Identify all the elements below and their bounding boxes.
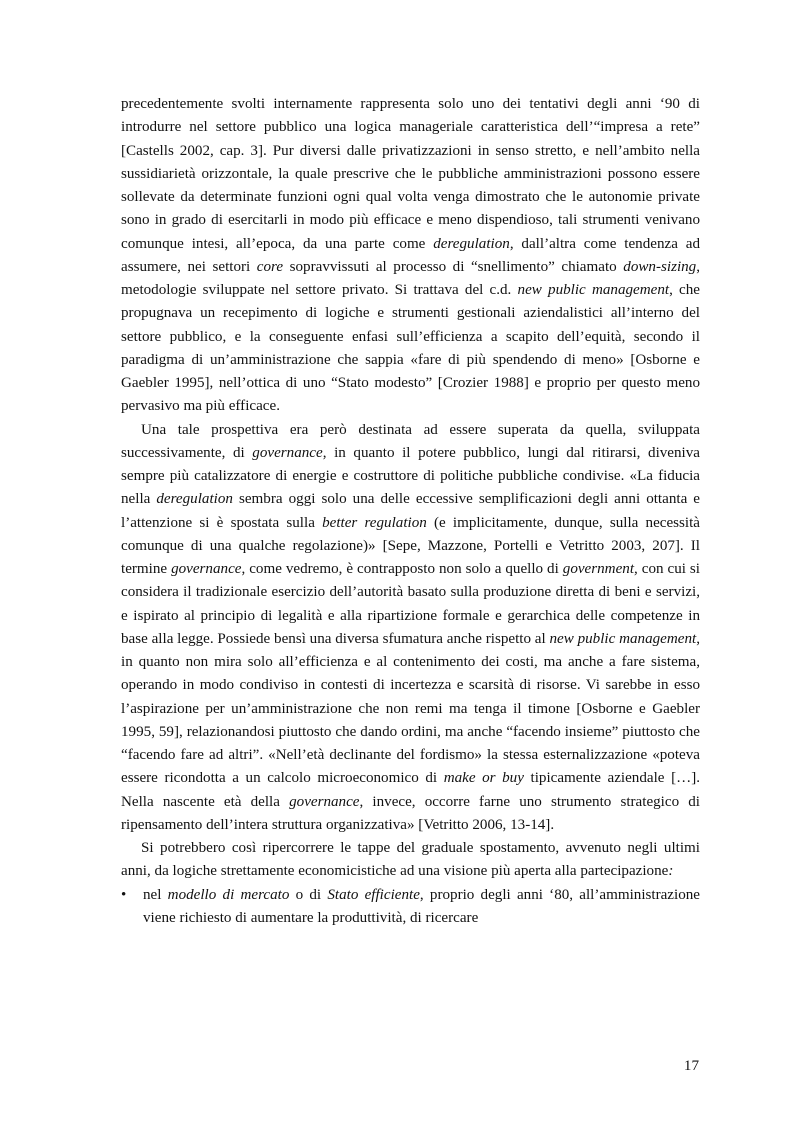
text-run: , che propugnava un recepimento di logiche e strumenti gestionali aziendalistici all’interno del settore pubblico, e la conseguente enfasi sull’efficienza a scapito dell’equità, secondo il paradigma di un’amministrazione che sappia «fare di più spendendo di meno» [Osborne e Gaebler 1995], nell’ottica di uno “Stato modesto” [Crozier 1988] e proprio per questo meno pervasivo ma più efficace.	[121, 282, 700, 415]
text-run: Si potrebbero così ripercorrere le tappe del graduale spostamento, avvenuto negli ultimi anni, da logiche strettamente economicistiche ad una visione più aperta alla partecipazione	[121, 840, 700, 880]
italic-run: modello di mercato	[167, 886, 290, 903]
text-run: tipicamente aziendale […]. Nella nascente età della	[121, 770, 700, 810]
text-run: sembra oggi solo una delle eccessive semplificazioni degli anni ottanta e l’attenzione si è spostata sulla	[121, 491, 701, 531]
italic-run: governance	[289, 793, 360, 810]
italic-run: down-sizing	[623, 258, 697, 275]
bullet-list	[121, 884, 700, 931]
italic-run: deregulation	[156, 491, 233, 508]
bullet-item	[121, 884, 700, 931]
italic-run: governance	[171, 561, 242, 577]
text-run: , come vedremo, è contrapposto non solo a quello di	[241, 561, 563, 577]
text-run: , metodologie sviluppate nel settore privato. Si trattava del c.d.	[121, 258, 701, 298]
italic-run: better regulation	[322, 514, 427, 531]
italic-run: Stato efficiente	[327, 886, 420, 903]
bullet-marker: •	[121, 886, 127, 903]
text-run: , dall’altra come tendenza ad assumere, nei settori	[121, 235, 700, 275]
text-run: sopravvissuti al processo di “snellimento” chiamato	[283, 258, 624, 275]
italic-run: :	[668, 863, 674, 880]
text-run: o di	[289, 886, 328, 903]
italic-run: governance	[252, 444, 323, 461]
italic-run: deregulation	[433, 235, 510, 252]
text-run: precedentemente svolti internamente rappresenta solo uno dei tentativi degli anni ‘90 di introdurre nel settore pubblico una logica manageriale caratteristica dell’“impresa a rete” [Castells 2002, cap. 3]. Pur diversi dalle privatizzazioni in senso stretto, e nell’ambito nella sussidiarietà orizzontale, la quale prescrive che le pubbliche amministrazioni possono essere sollevate da determinate funzioni ogni qual volta venga dimostrato che le autonomie private sono in grado di esercitarli in modo più efficace e meno dispendioso, tali strumenti venivano comunque intesi, all’epoca, da una parte come	[121, 96, 700, 252]
text-run: , con cui si considera il tradizionale esercizio dell’autorità basato sulla produzione diretta di beni e servizi, e ispirato al principio di legalità e alla ripartizione formale e gerarchica delle competenze in base alla legge. Possiede bensì una diversa sfumatura anche rispetto al	[121, 561, 700, 647]
italic-run: new public management	[517, 282, 670, 298]
page-body	[121, 93, 700, 930]
text-run: nel	[143, 886, 168, 903]
text-run: (e implicitamente, dunque, sulla necessità comunque di una qualche regolazione)» [Sepe, Mazzone, Portelli e Vetritto 2003, 207]. Il termine	[121, 514, 701, 577]
paragraph	[121, 837, 700, 884]
italic-run: core	[256, 258, 284, 275]
text-run: , in quanto non mira solo all’efficienza e al contenimento dei costi, ma anche a fare sistema, operando in modo condiviso in contesti di incertezza e scarsità di risorse. Vi sarebbe in esso l’aspirazione per un’amministrazione che non remi ma tenga il timone [Osborne e Gaebler 1995, 59], relazionandosi piuttosto che dando ordini, ma anche “facendo insieme” piuttosto che “facendo fare ad altri”. «Nell’età declinante del fordismo» la stessa esternalizzazione «poteva essere ricondotta a un calcolo microeconomico di	[121, 630, 701, 787]
text-run: , invece, occorre farne uno strumento strategico di ripensamento dell’intera struttura organizzativa» [Vetritto 2006, 13-14].	[121, 793, 700, 833]
italic-run: government	[562, 561, 635, 577]
text-body	[121, 93, 700, 884]
italic-run: make or buy	[443, 770, 524, 787]
paragraph	[121, 93, 700, 419]
text-run: , in quanto il potere pubblico, lungi dal ritirarsi, diveniva sempre più catalizzatore di energie e costruttore di politiche pubbliche condivise. «La fiducia nella	[121, 444, 700, 508]
text-run: Una tale prospettiva era però destinata ad essere superata da quella, sviluppata successivamente, di	[121, 421, 700, 461]
page-number: 17	[683, 1058, 699, 1074]
text-run: , proprio degli anni ‘80, all’amministrazione viene richiesto di aumentare la produttività, di ricercare	[143, 886, 700, 926]
italic-run: new public management	[549, 630, 697, 647]
paragraph	[121, 419, 700, 838]
